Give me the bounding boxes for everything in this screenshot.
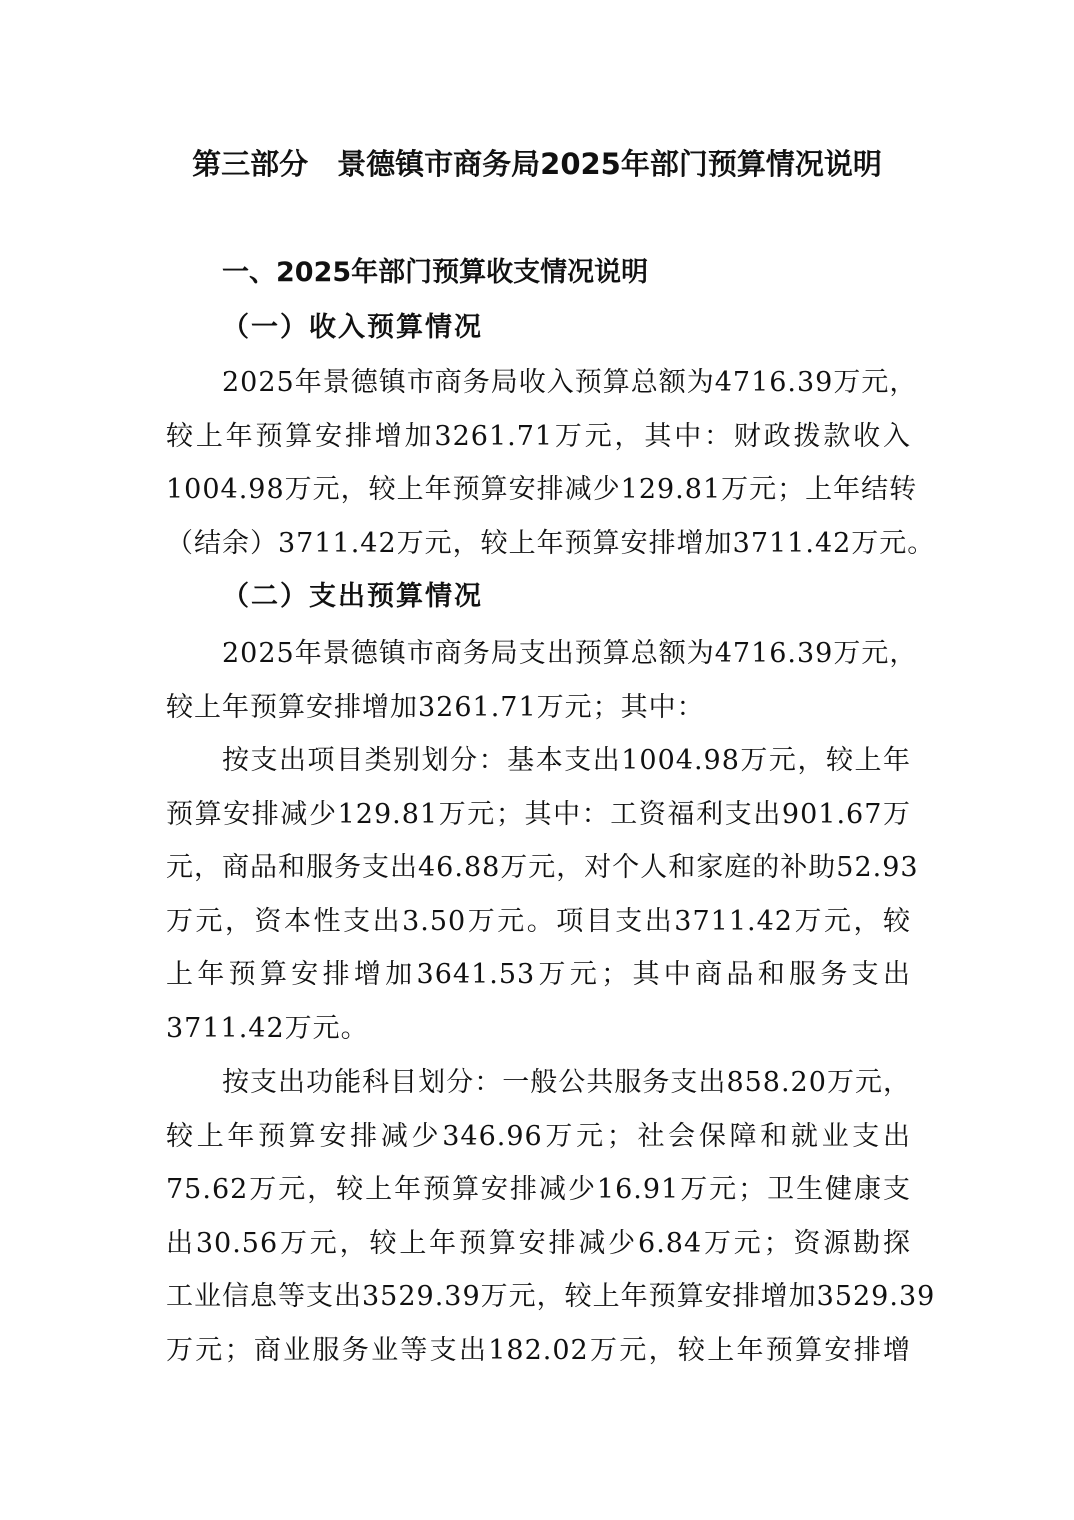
income-budget-paragraph xyxy=(166,356,936,570)
paragraph-line: 75.62万元，较上年预算安排减少16.91万元；卫生健康支 xyxy=(166,1174,911,1206)
paragraph-line: 工业信息等支出3529.39万元，较上年预算安排增加3529.39 xyxy=(166,1281,936,1313)
paragraph-line: 万元，资本性支出3.50万元。项目支出3711.42万元，较 xyxy=(166,905,911,937)
subheading-expense-budget: （二）支出预算情况 xyxy=(222,581,483,612)
paragraph-line: 较上年预算安排减少346.96万元；社会保障和就业支出 xyxy=(166,1120,911,1152)
paragraph-line: 万元；商业服务业等支出182.02万元，较上年预算安排增 xyxy=(166,1334,911,1366)
expense-by-function-paragraph xyxy=(166,1056,936,1378)
paragraph-line: 2025年景德镇市商务局支出预算总额为4716.39万元， xyxy=(222,638,918,669)
paragraph-line: 2025年景德镇市商务局收入预算总额为4716.39万元， xyxy=(222,367,918,398)
expense-by-item-paragraph xyxy=(166,734,919,1056)
paragraph-line: 3711.42万元。 xyxy=(166,1012,369,1044)
paragraph-line: 预算安排减少129.81万元；其中：工资福利支出901.67万 xyxy=(166,798,911,830)
paragraph-line: （结余）3711.42万元，较上年预算安排增加3711.42万元。 xyxy=(166,527,936,559)
paragraph-line: 上年预算安排增加3641.53万元；其中商品和服务支出 xyxy=(166,959,911,991)
paragraph-line: 按支出项目类别划分：基本支出1004.98万元，较上年 xyxy=(222,745,911,776)
page-title: 第三部分 景德镇市商务局2025年部门预算情况说明 xyxy=(192,147,882,181)
paragraph-line: 较上年预算安排增加3261.71万元，其中：财政拨款收入 xyxy=(166,420,911,452)
expense-budget-paragraph xyxy=(166,627,918,734)
paragraph-line: 按支出功能科目划分：一般公共服务支出858.20万元， xyxy=(222,1067,911,1098)
section-heading-budget-overview: 一、2025年部门预算收支情况说明 xyxy=(222,257,649,288)
paragraph-line: 1004.98万元，较上年预算安排减少129.81万元；上年结转 xyxy=(166,474,918,506)
subheading-income-budget: （一）收入预算情况 xyxy=(222,312,483,343)
paragraph-line: 元，商品和服务支出46.88万元，对个人和家庭的补助52.93 xyxy=(166,852,919,884)
paragraph-line: 较上年预算安排增加3261.71万元；其中： xyxy=(166,691,705,723)
paragraph-line: 出30.56万元，较上年预算安排减少6.84万元；资源勘探 xyxy=(166,1227,911,1259)
